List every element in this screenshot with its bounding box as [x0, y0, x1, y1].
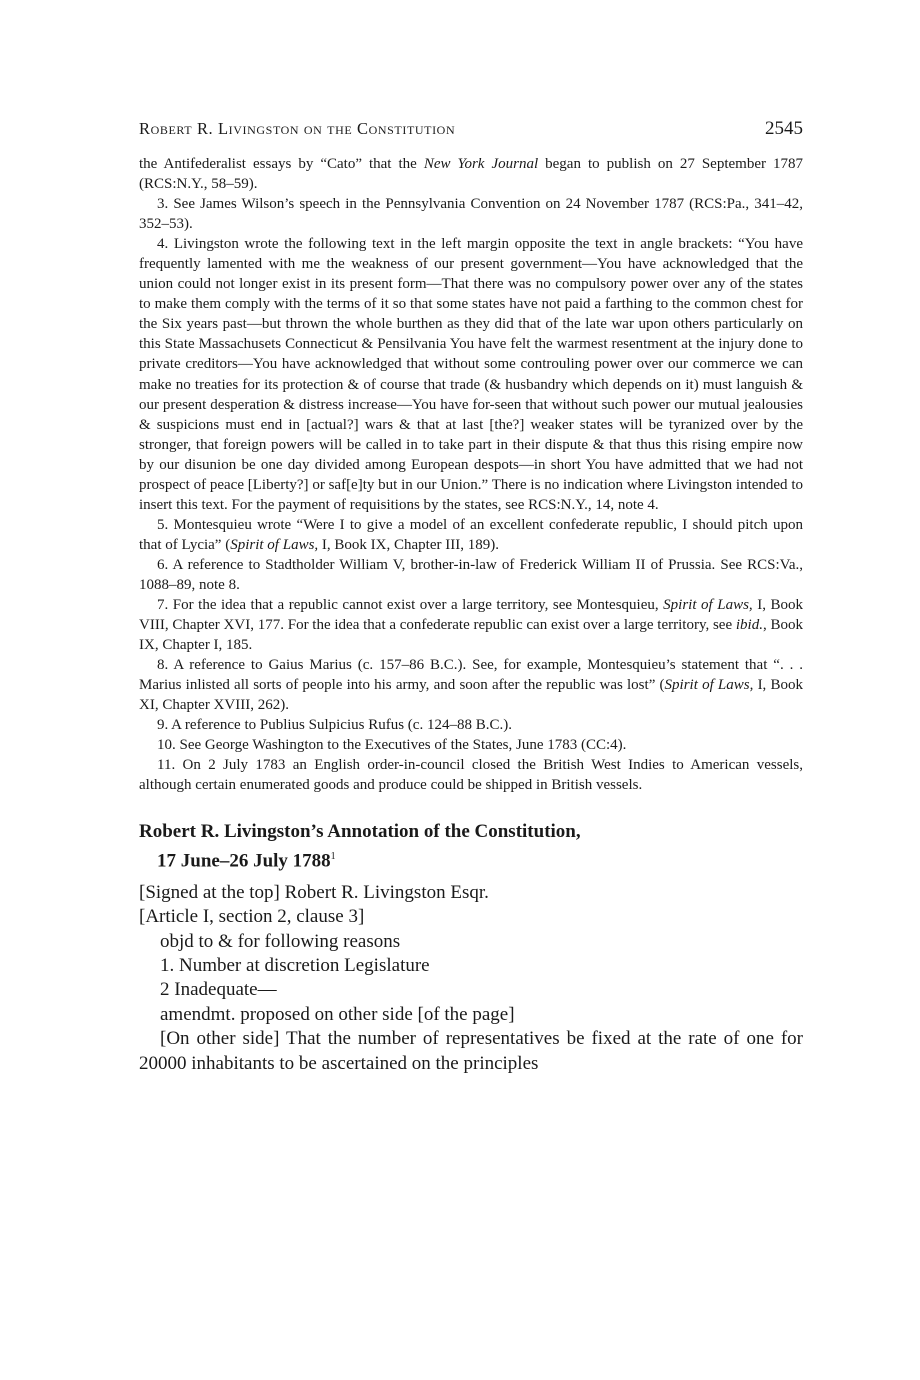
running-head: Robert R. Livingston on the Constitution — [139, 119, 456, 138]
italic-title: ibid. — [735, 617, 763, 634]
endnote — [139, 655, 803, 715]
endnotes — [139, 154, 803, 796]
note-text: I, Book IX, Chapter III, 189). — [318, 536, 499, 553]
italic-title: Spirit of Laws, — [664, 677, 754, 694]
endnote — [139, 555, 803, 595]
note-text: 3. See James Wilson’s speech in the Pennsylvania Convention on 24 November 1787 (RCS:Pa., 341–42, 352–53). — [139, 196, 803, 233]
objection-line: objd to & for following reasons — [160, 930, 401, 952]
footnote-marker: 1 — [330, 850, 336, 862]
note-text: I, Book VIII, Chapter XVI, 177. For the idea that a confederate republic can exist over a large territory, see — [139, 597, 804, 634]
document-body — [139, 881, 803, 1076]
endnote — [139, 515, 803, 555]
italic-title: Spirit of Laws, — [230, 536, 319, 553]
reason-1: 1. Number at discretion Legislature — [160, 955, 430, 977]
italic-title: Spirit of Laws, — [663, 597, 753, 614]
note-text: 8. A reference to Gaius Marius (c. 157–86 B.C.). See, for example, Montesquieu’s statement that “. . . Marius inlisted all sorts of people into his army, and soon after the republic was lost” ( — [139, 657, 803, 694]
endnote — [139, 715, 803, 735]
document-heading — [139, 819, 803, 873]
note-text: 11. On 2 July 1783 an English order-in-council closed the British West Indies to American vessels, although certain enumerated goods and produce could be shipped in British vessels. — [139, 757, 803, 794]
note-text: 7. For the idea that a republic cannot exist over a large territory, see Montesquieu, — [157, 597, 664, 614]
endnote — [139, 595, 803, 655]
page-number: 2545 — [765, 118, 803, 139]
note-text: , Book IX, Chapter I, 185. — [139, 617, 803, 654]
endnote — [139, 735, 803, 755]
heading-line-2 — [139, 844, 803, 873]
note-text: began to publish on 27 September 1787 (RCS:N.Y., 58–59). — [139, 156, 803, 193]
other-side-paragraph: [On other side] That the number of representatives be fixed at the rate of one for 20000 inhabitants to be ascertained on the principles — [139, 1028, 803, 1074]
heading-date: 17 June–26 July 1788 — [157, 849, 331, 871]
endnote — [139, 234, 803, 515]
note-text: I, Book XI, Chapter XVIII, 262). — [139, 677, 804, 714]
endnote — [139, 194, 803, 234]
article-reference: [Article I, section 2, clause 3] — [139, 906, 365, 928]
endnote — [139, 154, 803, 194]
note-text: 5. Montesquieu wrote “Were I to give a model of an excellent confederate republic, I should pitch upon that of Lycia” ( — [139, 516, 803, 553]
page-header — [139, 118, 803, 154]
note-text: 6. A reference to Stadtholder William V, brother-in-law of Frederick William II of Prussia. See RCS:Va., 1088–89, note 8. — [139, 556, 803, 593]
note-text: 10. See George Washington to the Executives of the States, June 1783 (CC:4). — [157, 737, 627, 754]
italic-title: New York Journal — [423, 156, 539, 172]
note-text: the Antifederalist essays by “Cato” that the — [139, 156, 424, 172]
heading-line-1: Robert R. Livingston’s Annotation of the Constitution, — [139, 820, 581, 842]
amendment-line: amendmt. proposed on other side [of the page] — [160, 1003, 515, 1025]
page — [139, 118, 803, 1076]
signed-line: [Signed at the top] Robert R. Livingston Esqr. — [139, 881, 489, 903]
reason-2: 2 Inadequate— — [160, 979, 277, 1001]
note-text: 9. A reference to Publius Sulpicius Rufus (c. 124–88 B.C.). — [157, 717, 512, 734]
endnote — [139, 755, 803, 795]
note-text: 4. Livingston wrote the following text in the left margin opposite the text in angle brackets: “You have frequently lamented with me the weakness of our present government—You have acknowledged that the union could not longer exist in its present form—That there was no compulsory power over any of the states to make them comply with the terms of it so that some states have not paid a farthing to the common chest for the Six years past—but thrown the whole burthen as they did that of the late war upon others particularly on this State Massachusets Connecticut & Pensilvania You have felt the warmest resentment at the injury done to private creditors—You have acknowledged that without some controuling power over our commerce we can make no treaties for its protection & of course that trade (& husbandry which depends on it) must languish & our present desperation & distress increase—You have for-seen that without such power our mutual jealousies & suspicions must end in [actual?] wars & that at last [the?] weaker states will be tyranized over by the stronger, that foreign powers will be called in to take part in their dispute & that thus this rising empire now by our disunion be one day divided among European despots—in short You have admitted that we had not prospect of peace [Liberty?] or saf[e]ty but in our Union.” There is no indication where Livingston intended to insert this text. For the payment of requisitions by the states, see RCS:N.Y., 14, note 4. — [139, 236, 803, 513]
